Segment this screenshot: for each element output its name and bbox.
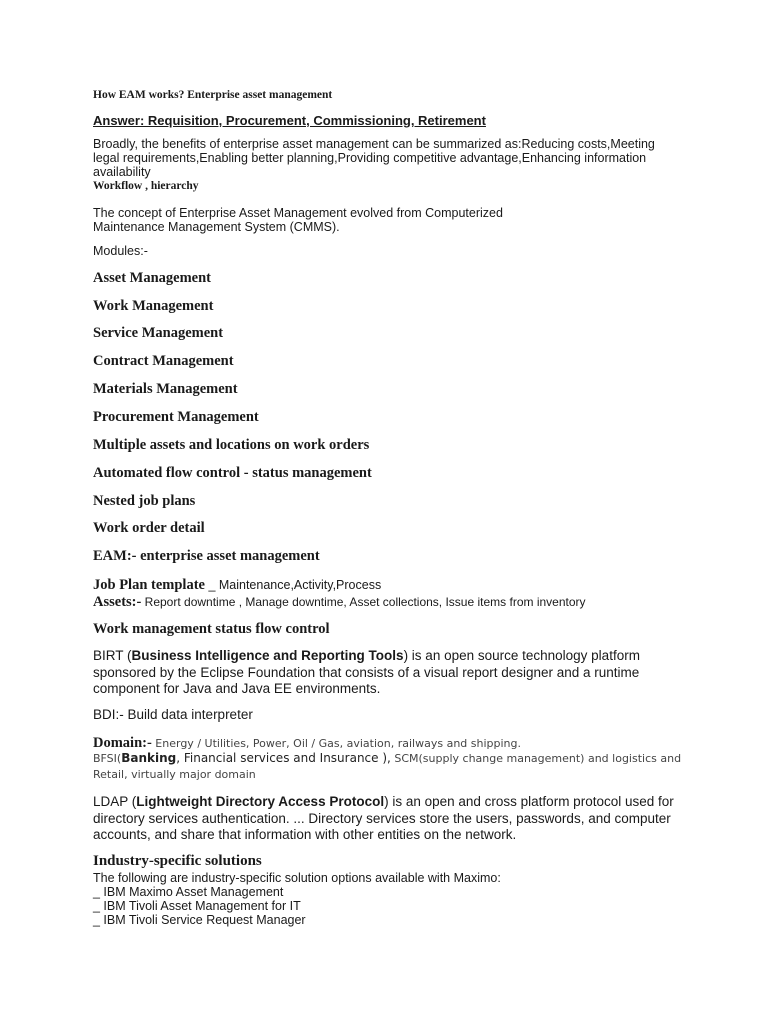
modules-label: Modules:- <box>93 244 148 258</box>
bfsi-banking: Banking <box>121 751 177 765</box>
birt-paragraph: BIRT (Business Intelligence and Reporting Tools) is an open source technology platform sponsored by the Eclipse Foundation that consists of a visual report designer and a runtime component for Java and Java EE environments. <box>93 648 640 696</box>
concept-line-1: The concept of Enterprise Asset Management evolved from Computerized <box>93 206 503 220</box>
workflow-line: Workflow , hierarchy <box>93 180 199 192</box>
industry-item: _ IBM Tivoli Asset Management for IT <box>93 899 301 913</box>
module-item: Multiple assets and locations on work orders <box>93 437 370 453</box>
module-item: Service Management <box>93 325 224 341</box>
module-item: Asset Management <box>93 270 211 286</box>
doc-title: How EAM works? Enterprise asset management <box>93 89 333 101</box>
assets-label: Assets:- <box>93 594 142 610</box>
module-item: Nested job plans <box>93 493 196 509</box>
module-item: Materials Management <box>93 381 238 397</box>
industry-item: _ IBM Tivoli Service Request Manager <box>93 913 306 927</box>
benefits-paragraph: Broadly, the benefits of enterprise asset management can be summarized as:Reducing costs,Meeting legal requirements,Enabling better planning,Providing competitive advantage,Enhancing information availability <box>93 137 655 179</box>
industry-heading: Industry-specific solutions <box>93 853 262 869</box>
module-item: Work Management <box>93 298 214 314</box>
ldap-paragraph: LDAP (Lightweight Directory Access Protocol) is an open and cross platform protocol used for directory services authentication. ... Directory services store the users, passwords, and computer accounts, and share that information with other entities on the network. <box>93 794 674 842</box>
concept-line-2: Maintenance Management System (CMMS). <box>93 220 340 234</box>
ldap-bold: Lightweight Directory Access Protocol <box>136 794 385 809</box>
job-plan-text: _ Maintenance,Activity,Process <box>204 578 382 592</box>
domain-line <box>93 734 521 752</box>
assets-text: Report downtime , Manage downtime, Asset collections, Issue items from inventory <box>141 595 586 609</box>
job-plan-label: Job Plan template <box>93 577 205 593</box>
industry-item: _ IBM Maximo Asset Management <box>93 885 284 899</box>
industry-intro: The following are industry-specific solution options available with Maximo: <box>93 871 501 885</box>
assets-line <box>93 593 586 611</box>
module-item: EAM:- enterprise asset management <box>93 548 320 564</box>
module-item: Procurement Management <box>93 409 259 425</box>
module-item: Work order detail <box>93 520 205 536</box>
answer-line: Answer: Requisition, Procurement, Commissioning, Retirement <box>93 113 486 128</box>
bfsi-line: BFSI(Banking, Financial services and Insurance ), SCM(supply change management) and logistics and <box>93 751 682 765</box>
birt-bold: Business Intelligence and Reporting Tools <box>131 648 404 663</box>
bdi-line: BDI:- Build data interpreter <box>93 707 253 722</box>
domain-text: Energy / Utilities, Power, Oil / Gas, aviation, railways and shipping. <box>151 737 522 750</box>
domain-label: Domain:- <box>93 735 152 751</box>
module-item: Contract Management <box>93 353 234 369</box>
bfsi-line-2: Retail, virtually major domain <box>93 768 256 781</box>
wm-status-heading: Work management status flow control <box>93 621 330 637</box>
job-plan-line <box>93 576 381 594</box>
module-item: Automated flow control - status management <box>93 465 372 481</box>
